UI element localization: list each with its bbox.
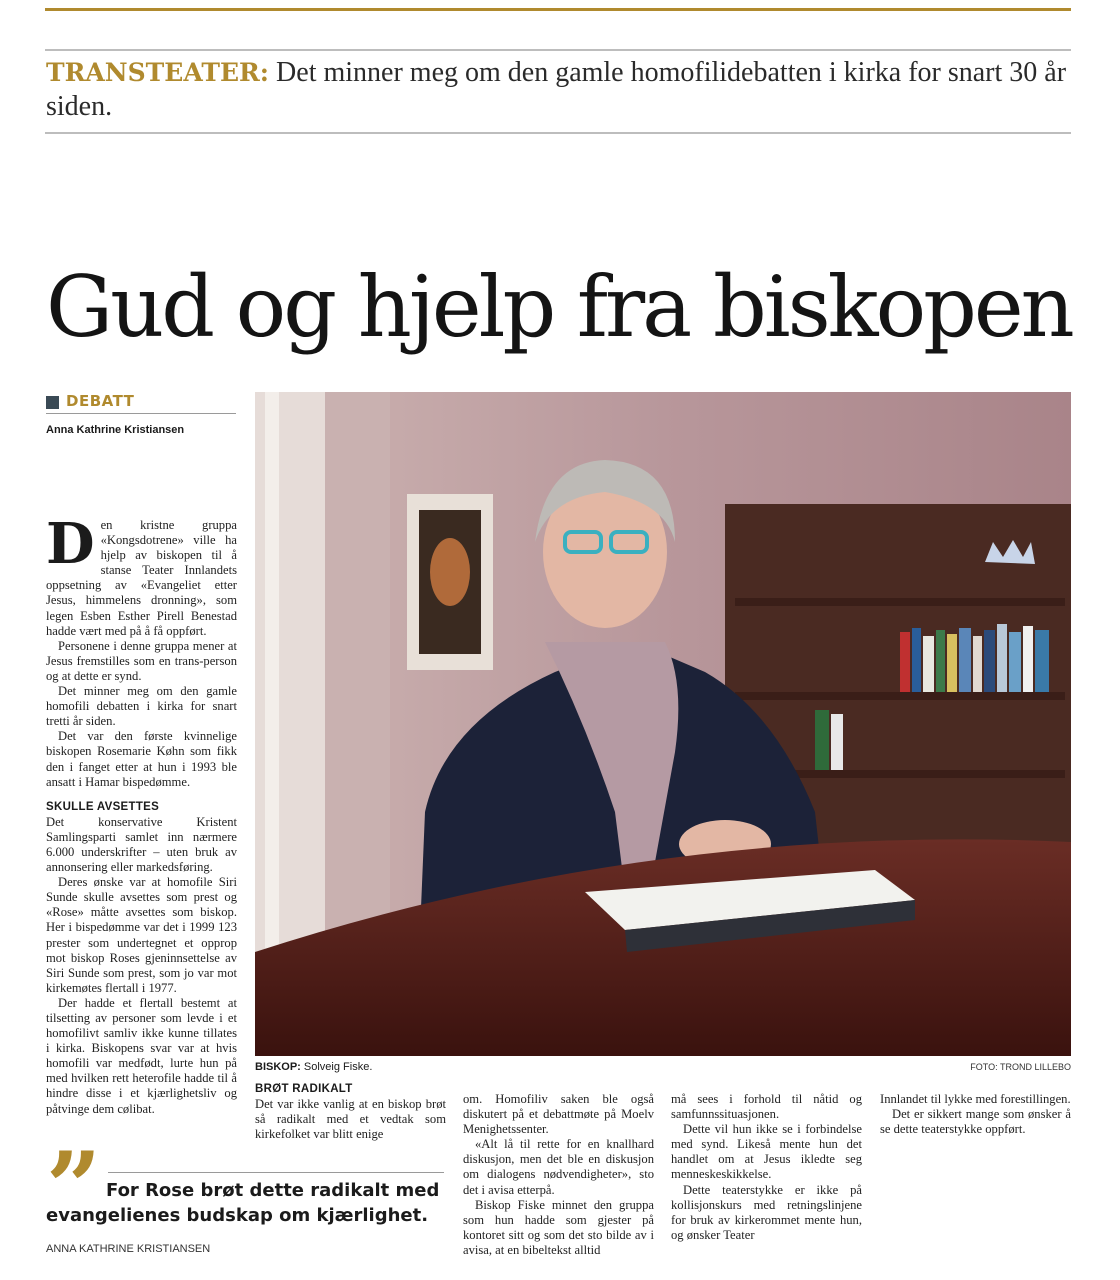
paragraph: en kristne gruppa «Kongsdotrene» ville ha hjelp av biskopen til å stanse Teater Innlandets oppsetning av «Evangeliet etter Jesus, himmelens dronning», som legen Esben Esther Pirell Benestad hadde vært med på å få oppført.: [46, 518, 237, 638]
photo-credit: FOTO: TROND LILLEBO: [970, 1062, 1071, 1072]
paragraph: Dette teaterstykke er ikke på kollisjonskurs med retningslinjene for bruk av kirkerommet mente hun, og ønsker Teater: [671, 1182, 862, 1242]
quote-byline: ANNA KATHRINE KRISTIANSEN: [46, 1243, 211, 1255]
paragraph: Der hadde et flertall bestemt at tilsetting av personer som levde i et homofilivt samliv ikke kunne tillates i kirka. Biskopens svar var at hvis homofili var medfødt, lurte hun på med hvilken rett heterofile hadde til å hindre disse i et kjærlighetsliv og påtvinge dem cølibat.: [46, 995, 237, 1116]
top-gold-rule: [45, 8, 1071, 11]
paragraph: Deres ønske var at homofile Siri Sunde skulle avsettes som prest og «Rose» måtte avsettes som biskop. Her i bispedømme var det i 1999 123 prester som undertegnet et opprop mot biskop Roses gjeninnsettelse av Siri Sunde som prest, som jo var mot kirkemøtes flertall i 1977.: [46, 875, 237, 995]
teaser-top-rule: [45, 49, 1071, 51]
article-photo: [255, 392, 1071, 1056]
teaser-kicker: TRANSTEATER:: [46, 58, 270, 87]
paragraph: Biskop Fiske minnet den gruppa som hun hadde som gjester på kontoret sitt og som det sto bilde av i avisa, at en bibeltekst alltid: [463, 1197, 654, 1257]
subheading: SKULLE AVSETTES: [46, 800, 160, 813]
article-column-3: [463, 1092, 654, 1258]
teaser-text: Det minner meg om den gamle homofilidebatten i kirka for snart 30 år siden.: [46, 57, 1067, 122]
paragraph: om. Homofiliv saken ble også diskutert på et debattmøte på Moelv Menighetssenter.: [463, 1092, 654, 1137]
caption-text: Solveig Fiske.: [300, 1061, 373, 1073]
section-marker: [46, 396, 59, 409]
photo-illustration: [255, 392, 1071, 1056]
byline: Anna Kathrine Kristiansen: [46, 424, 185, 436]
article-column-5: [880, 1092, 1071, 1137]
headline: Gud og hjelp fra biskopen: [46, 258, 1072, 356]
paragraph: Personene i denne gruppa mener at Jesus fremstilles som en trans-person og at dette er synd.: [46, 638, 237, 683]
photo-caption: [255, 1061, 372, 1073]
teaser-bottom-rule: [45, 132, 1071, 134]
dropcap: D: [46, 511, 95, 577]
paragraph: Det er sikkert mange som ønsker å se dette teaterstykke oppført.: [880, 1107, 1071, 1137]
paragraph: Det var ikke vanlig at en biskop brøt så radikalt med et vedtak som kirkefolket var blitt enige: [255, 1097, 446, 1142]
paragraph: Innlandet til lykke med forestillingen.: [880, 1092, 1071, 1106]
subheading: BRØT RADIKALT: [255, 1083, 353, 1095]
section-rule: [46, 413, 236, 414]
paragraph: Det minner meg om den gamle homofili debatten i kirka for snart tretti år siden.: [46, 684, 237, 729]
article-column-1: [46, 511, 237, 1117]
caption-label: BISKOP:: [255, 1061, 301, 1073]
paragraph: Dette vil hun ikke se i forbindelse med synd. Likeså mente hun det handlet om at Jesus ikledte seg menneskeskikkelse.: [671, 1122, 862, 1182]
section-label: DEBATT: [66, 392, 135, 410]
quote-mark: ”: [46, 1131, 92, 1244]
article-column-4: [671, 1092, 862, 1243]
paragraph: må sees i forhold til nåtid og samfunnssituasjonen.: [671, 1092, 862, 1122]
article-column-2: [255, 1082, 446, 1142]
quote-rule: [108, 1172, 444, 1173]
paragraph: Det konservative Kristent Samlingsparti samlet inn nærmere 6.000 underskrifter – uten bruk av annonsering eller markedsføring.: [46, 814, 237, 875]
paragraph: Det var den første kvinnelige biskopen Rosemarie Køhn som fikk den i fanget etter at hun i 1993 ble ansatt i Hamar bispedømme.: [46, 729, 237, 789]
paragraph: «Alt lå til rette for en knallhard diskusjon, men det ble en diskusjon om dialogens nødvendigheter», sto det i avisa etterpå.: [463, 1137, 654, 1197]
pull-quote: For Rose brøt dette radikalt med evangelienes budskap om kjærlighet.: [46, 1180, 440, 1226]
teaser: [46, 56, 1071, 124]
